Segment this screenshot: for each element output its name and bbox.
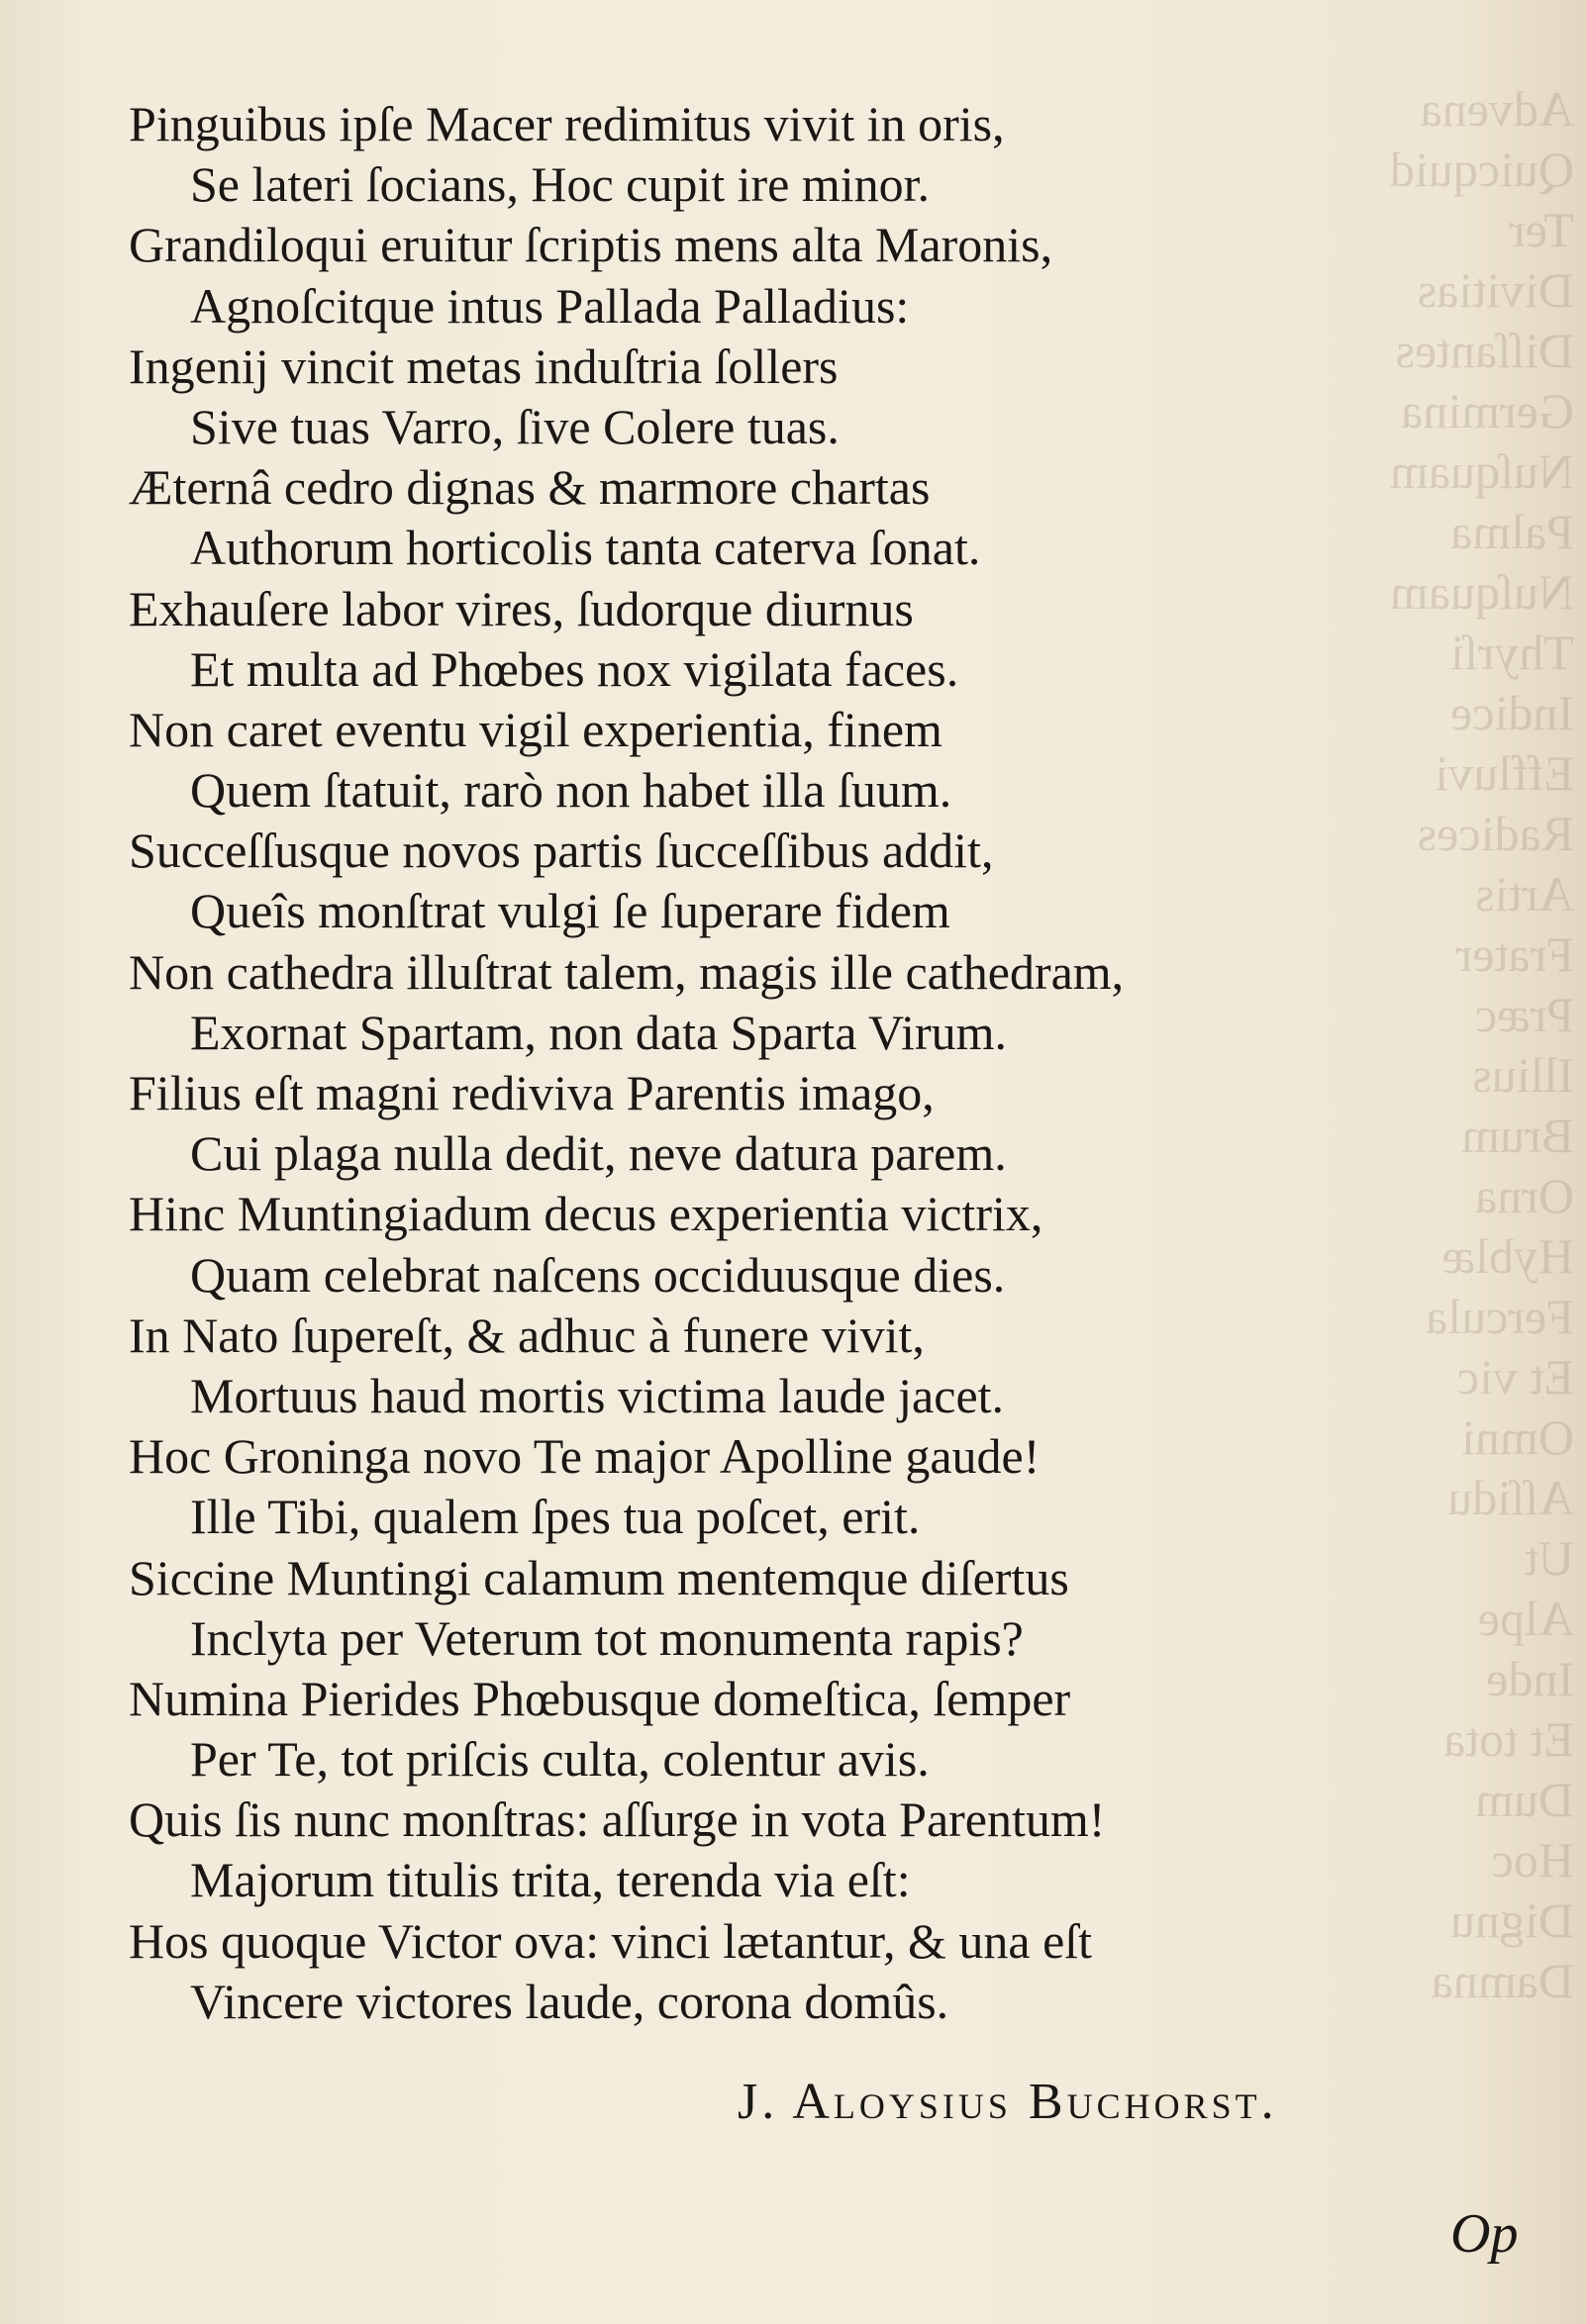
poem-line: Et multa ad Phœbes nox vigilata faces. (190, 640, 959, 697)
poem-line: Agnoſcitque intus Pallada Palladius: (190, 277, 910, 334)
poem-line: Numina Pierides Phœbusque domeſtica, ſemper (129, 1670, 1071, 1726)
poem-line: Quam celebrat naſcens occiduusque dies. (190, 1246, 1006, 1303)
poem-line: Per Te, tot priſcis culta, colentur avis. (190, 1731, 930, 1788)
poem-line: Siccine Muntingi calamum mentemque diſertus (129, 1549, 1069, 1605)
poem-line: Hos quoque Victor ova: vinci lætantur, & una eſt (129, 1912, 1093, 1969)
poem-line: Vincere victores laude, corona domûs. (190, 1973, 949, 2029)
poem-line: Se lateri ſocians, Hoc cupit ire minor. (190, 156, 931, 213)
poem-line: Non cathedra illuſtrat talem, magis ille cathedram, (129, 943, 1125, 1000)
poem-line: Sive tuas Varro, ſive Colere tuas. (190, 398, 840, 454)
poem-line: Non caret eventu vigil experientia, finem (129, 701, 942, 757)
poem-line: Hinc Muntingiadum decus experientia victrix, (129, 1186, 1043, 1242)
signature: J. Aloysius Buchorst. (738, 2074, 1278, 2130)
poem-line: Quem ſtatuit, rarò non habet illa ſuum. (190, 762, 952, 819)
poem-line: Hoc Groninga novo Te major Apolline gaude! (129, 1428, 1041, 1485)
poem-line: Exhauſere labor vires, ſudorque diurnus (129, 580, 914, 636)
poem-line: Ille Tibi, qualem ſpes tua poſcet, erit. (190, 1489, 921, 1545)
poem-line: Cui plaga nulla dedit, neve datura parem. (190, 1125, 1007, 1182)
poem (129, 94, 1445, 2032)
catchword: Op (1450, 2203, 1519, 2265)
poem-line: Pinguibus ipſe Macer redimitus vivit in oris, (129, 96, 1005, 151)
poem-line: Filius eſt magni rediviva Parentis imago, (129, 1065, 935, 1120)
poem-line: Quis ſis nunc monſtras: aſſurge in vota Parentum! (129, 1791, 1106, 1848)
poem-line: In Nato ſupereſt, & adhuc à funere vivit, (129, 1307, 925, 1363)
poem-line: Queîs monſtrat vulgi ſe ſuperare fidem (190, 883, 950, 939)
poem-line: Majorum titulis trita, terenda via eſt: (190, 1852, 911, 1908)
bleed-through-text: Advena Quicquid Ter Divitias Diſſantes Germina Nuſquam Palma Nuſquam Thyrſi Indice Effluvi Radices Artis Frater Præc Illius Brum Orna Hyblæ Fercula Et vic Omni Aſſidu Ut Alpe Inde Et tota Dum Hoc Dignu Damna (1389, 81, 1574, 2008)
poem-line: Succeſſusque novos partis ſucceſſibus addit, (129, 823, 994, 879)
poem-line: Ingenij vincit metas induſtria ſollers (129, 338, 839, 394)
poem-line: Authorum horticolis tanta caterva ſonat. (190, 520, 981, 576)
poem-line: Mortuus haud mortis victima laude jacet. (190, 1367, 1005, 1423)
poem-line: Exornat Spartam, non data Sparta Virum. (190, 1004, 1008, 1060)
poem-line: Grandiloqui eruitur ſcriptis mens alta Maronis, (129, 217, 1053, 273)
poem-line: Inclyta per Veterum tot monumenta rapis? (190, 1609, 1024, 1666)
poem-line: Æternâ cedro dignas & marmore chartas (129, 459, 931, 516)
